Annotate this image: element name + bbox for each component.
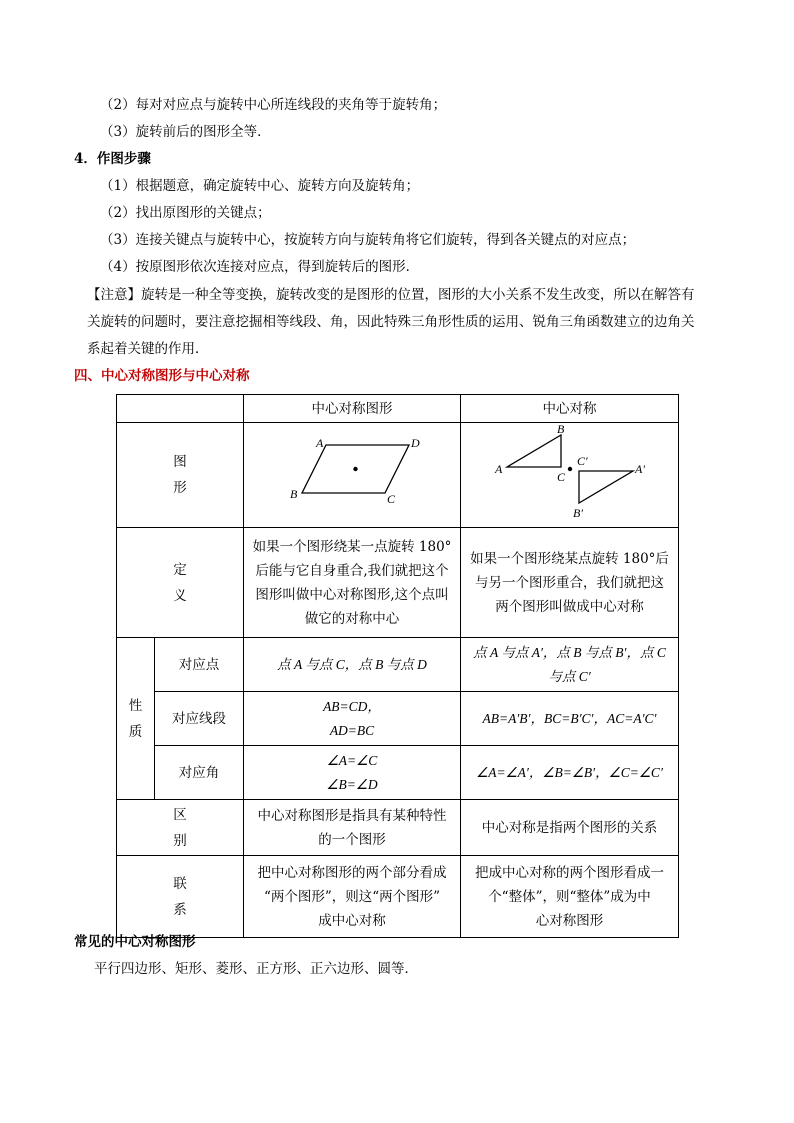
header-col1: 中心对称图形 — [244, 395, 461, 423]
note-line: 【注意】旋转是一种全等变换，旋转改变的是图形的位置，图形的大小关系不发生改变，所以在解答有 — [87, 287, 695, 303]
figure-parallelogram — [244, 423, 461, 528]
common-heading: 常见的中心对称图形 — [74, 934, 196, 950]
relation-col2: 把成中心对称的两个图形看成一 个“整体”，则“整体”成为中 心对称图形 — [461, 856, 679, 938]
difference-col1: 中心对称图形是指具有某种特性 的一个图形 — [244, 800, 461, 856]
text-line: （1）根据题意，确定旋转中心、旋转方向及旋转角； — [100, 178, 420, 194]
comparison-table — [116, 394, 679, 938]
row-label-difference: 区 别 — [117, 800, 244, 856]
prop-corresponding-segments: 对应线段 — [155, 692, 244, 746]
triangles-diagram — [461, 423, 679, 519]
svg-text:C: C — [387, 492, 396, 506]
svg-text:B: B — [557, 423, 565, 436]
prop-corresponding-points: 对应点 — [155, 638, 244, 692]
svg-text:B: B — [290, 487, 298, 501]
angles-col2: ∠A=∠A′，∠B=∠B′，∠C=∠C′ — [461, 746, 679, 800]
difference-col2: 中心对称是指两个图形的关系 — [461, 800, 679, 856]
points-col2: 点 A 与点 A′，点 B 与点 B′，点 C 与点 C′ — [461, 638, 679, 692]
common-list: 平行四边形、矩形、菱形、正方形、正六边形、圆等． — [94, 961, 418, 977]
definition-col1: 如果一个图形绕某一点旋转 180° 后能与它自身重合,我们就把这个 图形叫做中心对称图形,这个点叫 做它的对称中心 — [244, 528, 461, 638]
prop-corresponding-angles: 对应角 — [155, 746, 244, 800]
text-line: （2）每对对应点与旋转中心所连线段的夹角等于旋转角； — [100, 97, 447, 113]
section-heading: 四、中心对称图形与中心对称 — [74, 368, 250, 384]
note-line: 关旋转的问题时，要注意挖掘相等线段、角，因此特殊三角形性质的运用、锐角三角函数建立的边角关 — [87, 314, 695, 330]
step-heading: 4．作图步骤 — [74, 151, 151, 167]
segments-col1: AB=CD， AD=BC — [244, 692, 461, 746]
svg-text:C′: C′ — [577, 454, 588, 468]
parallelogram-diagram — [244, 423, 461, 519]
angles-col1: ∠A=∠C ∠B=∠D — [244, 746, 461, 800]
row-label-properties: 性 质 — [117, 638, 155, 800]
note-line: 系起着关键的作用． — [87, 341, 209, 357]
row-label-definition: 定 义 — [117, 528, 244, 638]
figure-triangles — [461, 423, 679, 528]
svg-text:A′: A′ — [635, 462, 645, 476]
points-col1: 点 A 与点 C，点 B 与点 D — [244, 638, 461, 692]
svg-text:A: A — [495, 462, 503, 476]
header-blank — [117, 395, 244, 423]
text-line: （3）旋转前后的图形全等． — [100, 124, 271, 140]
svg-text:A: A — [316, 436, 324, 450]
segments-col2: AB=A′B′，BC=B′C′，AC=A′C′ — [461, 692, 679, 746]
header-col2: 中心对称 — [461, 395, 679, 423]
row-label-relation: 联 系 — [117, 856, 244, 938]
row-label-figure: 图 形 — [117, 423, 244, 528]
text-line: （4）按原图形依次连接对应点，得到旋转后的图形． — [100, 259, 420, 275]
svg-text:D: D — [411, 436, 420, 450]
svg-text:B′: B′ — [573, 506, 583, 519]
relation-col1: 把中心对称图形的两个部分看成 “两个图形”，则这“两个图形” 成中心对称 — [244, 856, 461, 938]
svg-text:C: C — [557, 470, 566, 484]
text-line: （3）连接关键点与旋转中心，按旋转方向与旋转角将它们旋转，得到各关键点的对应点； — [100, 232, 636, 248]
definition-col2: 如果一个图形绕某点旋转 180°后 与另一个图形重合，我们就把这 两个图形叫做成中心对称 — [461, 528, 679, 638]
text-line: （2）找出原图形的关键点； — [100, 205, 271, 221]
